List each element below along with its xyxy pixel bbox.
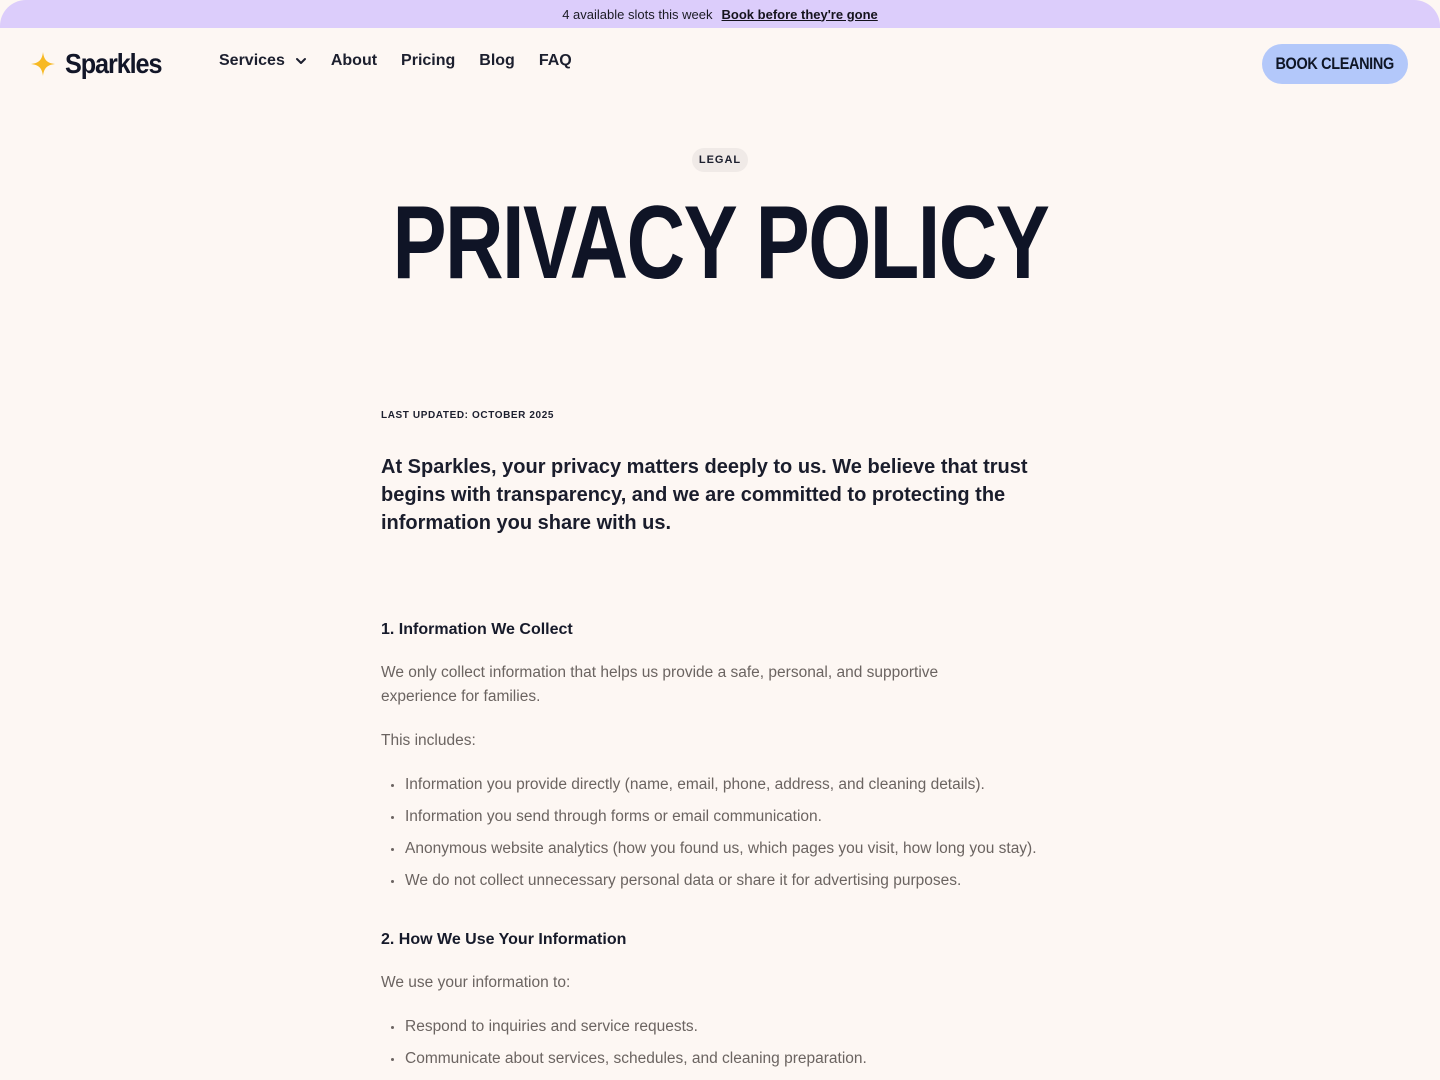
section-paragraph: This includes: [381,732,476,749]
section-heading: 2. How We Use Your Information [381,931,627,948]
policy-content [381,410,1061,1079]
list-item: We do not collect unnecessary personal data or share it for advertising purposes. [381,869,1061,893]
last-updated: LAST UPDATED: OCTOBER 2025 [381,410,555,421]
section-information-we-collect [381,621,1061,893]
book-cleaning-label: BOOK CLEANING [1275,54,1395,73]
nav-menu [219,52,596,70]
list-item: Communicate about services, schedules, and cleaning preparation. [381,1047,1061,1071]
list-item: Information you send through forms or email communication. [381,805,1061,829]
list-item: Respond to inquiries and service requests. [381,1015,1061,1039]
brand-logo[interactable] [31,48,172,80]
sparkle-icon [31,52,55,76]
chevron-down-icon [295,55,307,67]
bullet-list [381,773,1061,893]
nav-item-label: Services [219,52,285,69]
lead-paragraph: At Sparkles, your privacy matters deeply to us. We believe that trust begins with transparency, and we are committed to protecting the information you share with us. [381,456,1028,534]
bullet-list [381,1015,1061,1071]
announcement-text: 4 available slots this week [562,6,713,22]
nav-item-blog[interactable]: Blog [479,52,515,69]
section-paragraph: We only collect information that helps us provide a safe, personal, and supportive experience for families. [381,664,939,705]
list-item: Anonymous website analytics (how you found us, which pages you visit, how long you stay). [381,837,1061,861]
page-title-text: PRIVACY POLICY [392,185,1048,301]
brand-name: Sparkles [65,48,162,79]
section-paragraph: We use your information to: [381,974,571,991]
section-heading: 1. Information We Collect [381,621,573,638]
page-title [0,185,1440,301]
nav-item-services[interactable] [219,52,307,70]
announcement-bar [0,0,1440,28]
nav-item-about[interactable]: About [330,52,378,69]
list-item: Information you provide directly (name, email, phone, address, and cleaning details). [381,773,1061,797]
section-how-we-use [381,931,1061,1071]
nav-item-pricing[interactable]: Pricing [401,52,456,69]
nav-item-faq[interactable]: FAQ [538,52,572,69]
announcement-link[interactable]: Book before they're gone [721,6,878,22]
book-cleaning-button[interactable] [1262,44,1408,84]
main-nav [0,28,1440,100]
legal-badge: LEGAL [692,148,748,172]
